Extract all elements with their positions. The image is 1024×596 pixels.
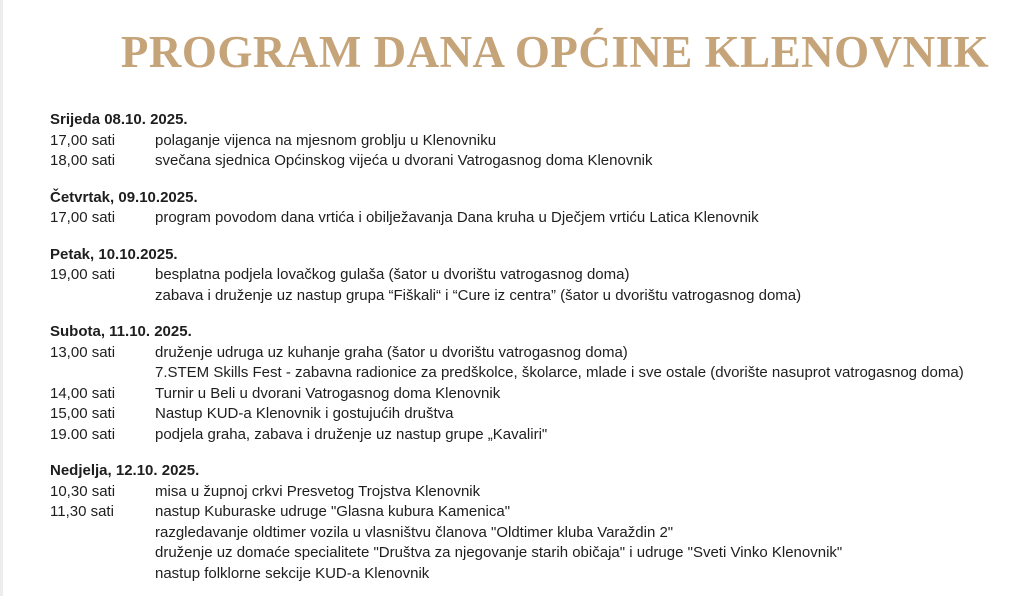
schedule-content <box>0 110 1024 584</box>
schedule-row <box>50 343 1024 364</box>
schedule-row <box>50 523 1024 544</box>
time-cell: 15,00 sati <box>50 405 116 422</box>
event-cell: druženje uz domaće specialitete "Društva za njegovanje starih običaja" i udruge "Sveti Vinko Klenovnik" <box>155 544 843 561</box>
time-cell: 19,00 sati <box>50 266 116 283</box>
event-cell: razgledavanje oldtimer vozila u vlasništvu članova "Oldtimer kluba Varaždin 2" <box>155 523 674 541</box>
time-cell <box>50 286 155 307</box>
schedule-row <box>50 502 1024 523</box>
event-cell: program povodom dana vrtića i obilježavanja Dana kruha u Dječjem vrtiću Latica Klenovnik <box>155 209 759 226</box>
event-cell: podjela graha, zabava i druženje uz nastup grupe „Kavaliri" <box>155 425 548 443</box>
day-header: Srijeda 08.10. 2025. <box>50 111 188 128</box>
time-cell: 13,00 sati <box>50 343 116 361</box>
schedule-row <box>50 564 1024 585</box>
event-cell: svečana sjednica Općinskog vijeća u dvorani Vatrogasnog doma Klenovnik <box>155 152 653 169</box>
schedule-row <box>50 482 1024 503</box>
schedule-row <box>50 286 1024 307</box>
schedule-row <box>50 265 1024 286</box>
event-cell: zabava i druženje uz nastup grupa “Fiškali“ i “Cure iz centra” (šator u dvorištu vatrogasnog doma) <box>155 286 802 304</box>
event-cell: misa u župnoj crkvi Presvetog Trojstva Klenovnik <box>155 482 481 500</box>
event-cell: druženje udruga uz kuhanje graha (šator u dvorištu vatrogasnog doma) <box>155 343 628 361</box>
time-cell <box>50 564 155 585</box>
time-cell: 10,30 sati <box>50 482 116 500</box>
time-cell <box>50 523 155 544</box>
event-cell: Nastup KUD-a Klenovnik i gostujućih društva <box>155 405 454 422</box>
day-header: Subota, 11.10. 2025. <box>50 323 192 340</box>
schedule-row <box>50 363 1024 384</box>
time-cell: 19.00 sati <box>50 425 116 443</box>
day-section <box>50 461 1024 584</box>
day-section <box>50 245 1024 307</box>
day-section <box>50 322 1024 445</box>
schedule-row <box>50 543 1024 564</box>
event-cell: Turnir u Beli u dvorani Vatrogasnog doma Klenovnik <box>155 384 501 402</box>
day-header: Četvrtak, 09.10.2025. <box>50 188 198 206</box>
schedule-row <box>50 404 1024 425</box>
schedule-row <box>50 384 1024 405</box>
time-cell <box>50 543 155 564</box>
page-title: PROGRAM DANA OPĆINE KLENOVNIK <box>120 27 990 77</box>
time-cell: 17,00 sati <box>50 131 116 149</box>
event-cell: 7.STEM Skills Fest - zabavna radionice za predškolce, školarce, mlade i sve ostale (dvorište nasuprot vatrogasnog doma) <box>155 364 964 381</box>
event-cell: nastup folklorne sekcije KUD-a Klenovnik <box>155 564 430 582</box>
time-cell <box>50 363 155 384</box>
page-edge-strip <box>0 0 3 596</box>
day-section <box>50 188 1024 229</box>
day-header: Nedjelja, 12.10. 2025. <box>50 462 200 479</box>
time-cell: 14,00 sati <box>50 384 116 402</box>
time-cell: 17,00 sati <box>50 209 116 226</box>
schedule-row <box>50 131 1024 152</box>
day-header: Petak, 10.10.2025. <box>50 245 178 263</box>
event-cell: polaganje vijenca na mjesnom groblju u Klenovniku <box>155 131 497 149</box>
time-cell: 18,00 sati <box>50 152 116 169</box>
schedule-row <box>50 151 1024 172</box>
event-cell: besplatna podjela lovačkog gulaša (šator u dvorištu vatrogasnog doma) <box>155 266 630 283</box>
time-cell: 11,30 sati <box>50 503 114 520</box>
day-section <box>50 110 1024 172</box>
schedule-row <box>50 425 1024 446</box>
event-cell: nastup Kuburaske udruge "Glasna kubura Kamenica" <box>155 503 511 520</box>
schedule-row <box>50 208 1024 229</box>
